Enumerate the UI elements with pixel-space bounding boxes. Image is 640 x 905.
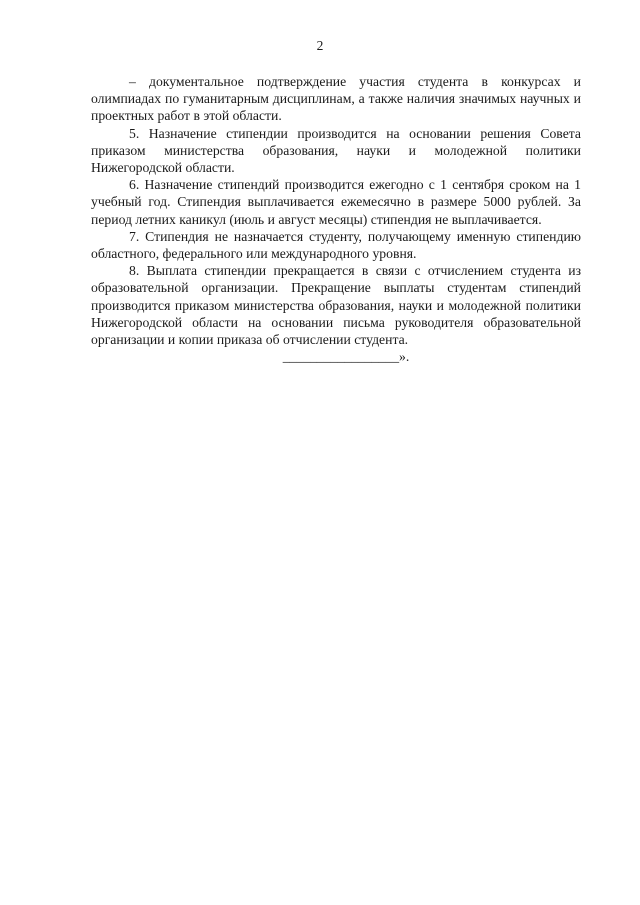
page-number: 2 (316, 38, 324, 53)
paragraph-item-6: 6. Назначение стипендий производится ежегодно с 1 сентября сроком на 1 учебный год. Стипендия выплачивается ежемесячно в размере 5000 рублей. За период летних каникул (июль и август месяцы) стипендия не выплачивается. (91, 177, 581, 227)
paragraph-item-7: 7. Стипендия не назначается студенту, получающему именную стипендию областного, федерального или международного уровня. (91, 228, 581, 262)
document-body (91, 73, 581, 365)
paragraph-item-8: 8. Выплата стипендии прекращается в связи с отчислением студента из образовательной организации. Прекращение выплаты студентам стипендий производится приказом министерства образования, науки и молодежной политики Нижегородской области на основании письма руководителя образовательной организации и копии приказа об отчислении студента. (91, 263, 581, 348)
paragraph-criteria-documentation: – документальное подтверждение участия студента в конкурсах и олимпиадах по гуманитарным дисциплинам, а также наличия значимых научных и проектных работ в этой области. (91, 74, 581, 124)
closing-line: _________________». (282, 349, 410, 365)
paragraph-item-5: 5. Назначение стипендии производится на основании решения Совета приказом министерства образования, науки и молодежной политики Нижегородской области. (91, 125, 581, 176)
